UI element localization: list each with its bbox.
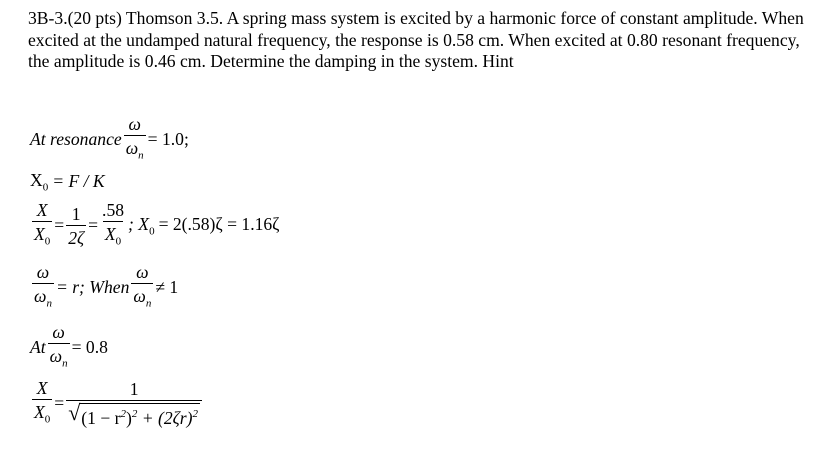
- eq1-fraction: [124, 114, 146, 166]
- equation-response-formula: [30, 378, 204, 430]
- eq1-lead: At resonance: [30, 129, 122, 150]
- eq4-rhs: ≠ 1: [155, 277, 179, 298]
- equation-static-deflection: [30, 170, 105, 194]
- eq6-fraction-1: $\frac{X}{X_0}$: [32, 378, 52, 430]
- equation-at-0-8: [30, 322, 108, 374]
- eq4-fraction-1: $\frac{\omega}{\omega_n}$: [32, 262, 54, 314]
- eq4-mid: = r; When: [55, 277, 130, 298]
- equation-amplitude-ratio: [30, 200, 279, 252]
- eq5-rhs: = 0.8: [71, 337, 108, 358]
- eq3-equals-a: =: [54, 215, 65, 236]
- eq3-tail: ; $X_0 = 2(.58)\zeta = 1.16\zeta$: [128, 214, 280, 238]
- eq2-rhs: = F / K: [52, 171, 105, 192]
- eq4-fraction-2: $\frac{\omega}{\omega_n}$: [131, 262, 153, 314]
- eq3-fraction-1: $\frac{X}{X_0}$: [32, 200, 52, 252]
- eq1-numerator: ω: [128, 114, 141, 134]
- problem-statement: 3B-3.(20 pts) Thomson 3.5. A spring mass system is excited by a harmonic force of constant amplitude. When excited at the undamped natural frequency, the response is 0.58 cm. When excited at 0.80 resonant frequency, the amplitude is 0.46 cm. Determine the damping in the system. Hint: [28, 8, 804, 71]
- eq3-fraction-2: $\frac{1}{2\zeta}$: [68, 203, 85, 248]
- radicand: $(1 - r^2)^2 + (2\zeta r)^2$: [79, 403, 200, 428]
- eq6-equals: =: [54, 393, 65, 414]
- eq3-equals-b: =: [88, 215, 99, 236]
- equation-frequency-ratio: [30, 262, 178, 314]
- eq3-fraction-3: $\frac{.58}{X_0}$: [100, 200, 126, 252]
- square-root: [68, 400, 200, 429]
- eq5-fraction: $\frac{\omega}{\omega_n}$: [48, 322, 70, 374]
- eq2-lhs: $X_0$: [30, 170, 49, 194]
- eq5-lead: At: [30, 337, 46, 358]
- eq6-fraction-2: 1 √ $(1 - r^2)^2 + (2\zeta r)^2$: [66, 379, 202, 428]
- eq1-denominator: $\omega_n$: [124, 135, 146, 166]
- equation-resonance: [30, 114, 189, 166]
- eq1-rhs: = 1.0;: [147, 129, 189, 150]
- radical-sign: √: [68, 400, 81, 426]
